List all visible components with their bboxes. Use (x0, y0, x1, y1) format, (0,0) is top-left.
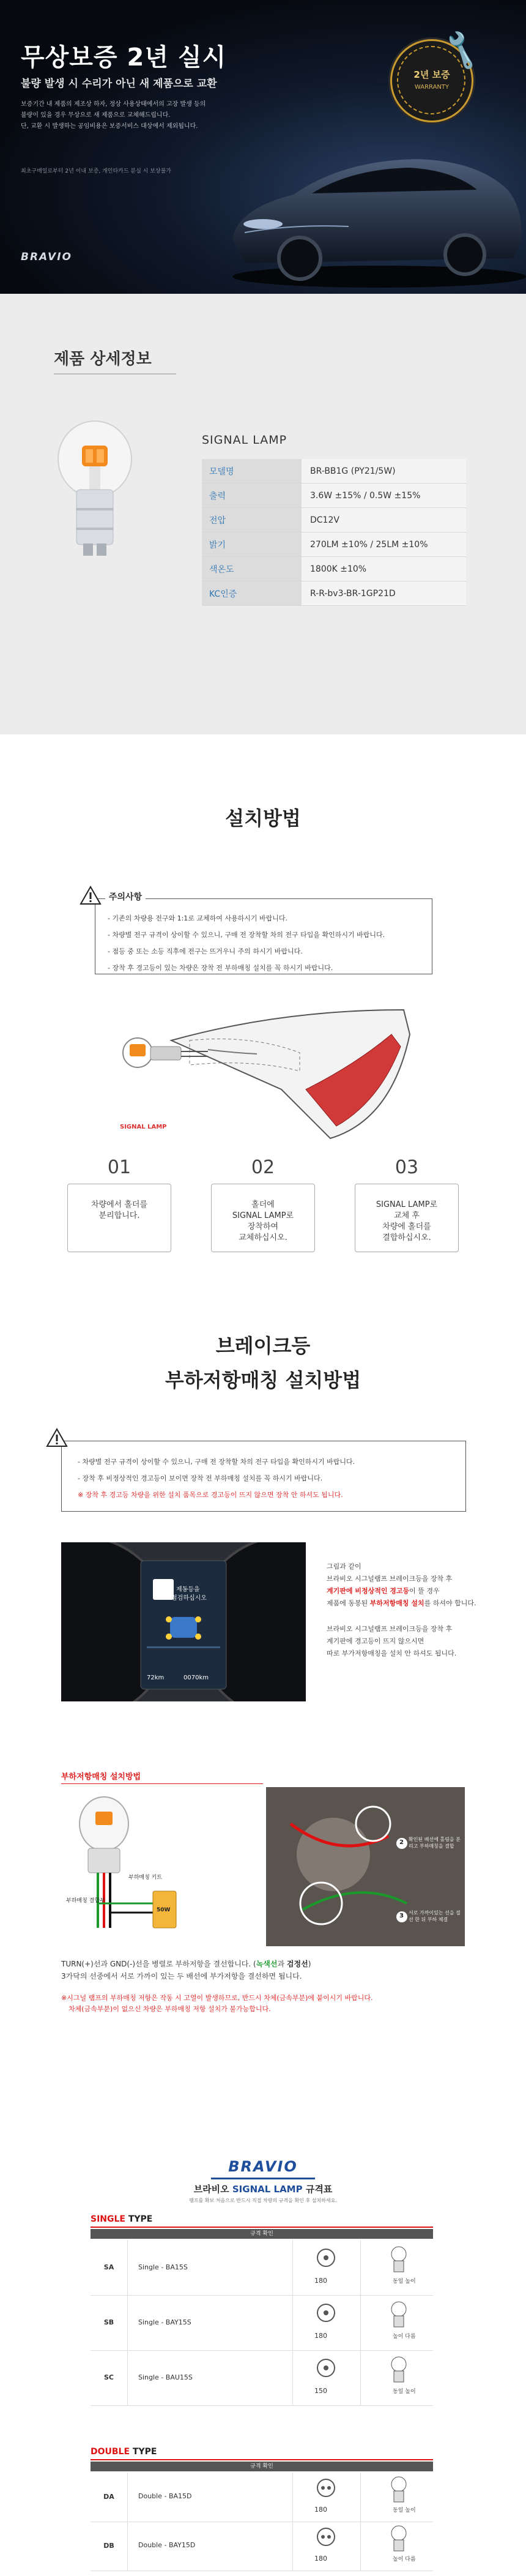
pin-angle: 150 (314, 2387, 327, 2395)
single-type-underline (91, 2227, 433, 2228)
step-number: 03 (394, 1157, 419, 1178)
base-top-view-icon (316, 2358, 336, 2378)
install-step (211, 1157, 315, 1255)
explanation-paragraph-2 (327, 1623, 486, 1660)
hero-description: 보증기간 내 제품의 제조상 하자, 정상 사용상태에서의 고장 발생 등의 불량이 있을 경우 무상으로 새 제품으로 교체해드립니다. 단, 교환 시 발생하는 공임비용은 보증서비스 대상에서 제외됩니다. (21, 101, 206, 130)
brake-explanation (327, 1561, 486, 1673)
spec-label: 전압 (202, 508, 302, 532)
explanation-text: 계기판에 경고등이 뜨지 않으시면 (327, 1637, 424, 1645)
double-grid-header: 규격 확인 (91, 2462, 433, 2471)
double-type-underline (91, 2459, 433, 2460)
badge-sub-text: WARRANTY (414, 84, 450, 91)
installation-section (0, 734, 526, 1255)
bulb-side-icon (387, 2245, 411, 2275)
explanation-text: 따로 부가저항매칭을 설치 안 하셔도 됩니다. (327, 1649, 457, 1657)
spec-label: 모델명 (202, 459, 302, 483)
explanation-highlight: 계기판에 비정상적인 경고등 (327, 1587, 410, 1595)
type-label-highlight: SINGLE (91, 2214, 125, 2224)
chart-title-text: 규격표 (302, 2184, 333, 2195)
step-text: 차량에서 홀더를 분리합니다. (91, 1200, 148, 1220)
caution-item: - 점등 중 또는 소등 직후에 전구는 뜨거우니 주의 하시기 바랍니다. (108, 947, 303, 955)
chart-subtitle: 램프를 확보 처음으로 반드시 직접 차량의 규격을 확인 후 설치하세요. (189, 2198, 337, 2203)
badge-main-text: 2년 보증 (413, 69, 450, 80)
bravio-logo: BRAVIO (21, 251, 72, 263)
step-text: SIGNAL LAMP로 교체 후 차량에 홀더를 결합하십시오. (376, 1200, 438, 1242)
chart-title (0, 2182, 526, 2195)
explanation-highlight: 부하저항매칭 설치 (369, 1599, 424, 1607)
cluster-odometer: 72km (147, 1674, 165, 1681)
desc-text: ) (308, 1960, 311, 1968)
cluster-trip: 0070km (183, 1674, 209, 1681)
row-name: Single - BAU15S (138, 2373, 193, 2381)
caution-item: - 차량별 전구 규격이 상이할 수 있으니, 구매 전 장착할 차의 전구 타입을 확인하시기 바랍니다. (108, 931, 385, 939)
photo-step-marker: 3 (399, 1913, 404, 1919)
step-number: 02 (251, 1157, 275, 1178)
explanation-text: 그림과 같이 (327, 1562, 361, 1570)
install-step (67, 1157, 171, 1255)
explanation-text: 제품에 동봉된 (327, 1599, 368, 1607)
warranty-hero (0, 0, 526, 294)
explanation-paragraph-1 (327, 1561, 486, 1610)
pin-height: 높이 다름 (393, 2334, 416, 2340)
bulb-side-icon (387, 2355, 411, 2386)
spec-heading-underline (54, 373, 176, 375)
double-type-label (91, 2447, 157, 2457)
row-code: SB (91, 2295, 128, 2350)
explanation-text: 를 하셔야 합니다. (424, 1599, 476, 1607)
spec-value: 1800K ±10% (302, 557, 466, 581)
type-label-highlight: DOUBLE (91, 2447, 130, 2457)
spec-table (202, 459, 466, 606)
resistor-warning-2: 차체(금속부분)이 없으신 차량은 부하매칭 저항 설치가 불가능합니다. (69, 2005, 271, 2013)
spec-value: 3.6W ±15% / 0.5W ±15% (302, 483, 466, 508)
install-heading: 설치방법 (225, 807, 301, 830)
brake-caution-box (61, 1441, 466, 1512)
diagram-label: SIGNAL LAMP (120, 1124, 167, 1130)
spec-row (202, 581, 466, 606)
spec-row (202, 459, 466, 483)
base-top-view-icon (316, 2247, 336, 2268)
spec-label: 밝기 (202, 532, 302, 557)
brake-heading-line2: 부하저항매칭 설치방법 (165, 1368, 361, 1392)
row-code: SC (91, 2350, 128, 2405)
caution-title: 주의사항 (105, 890, 146, 903)
table-row (91, 2473, 433, 2522)
table-row (91, 2350, 433, 2406)
step-text: 홀더에 SIGNAL LAMP로 장착하여 교체하십시오. (232, 1200, 294, 1242)
base-top-view-icon (316, 2526, 336, 2547)
pin-height: 높이 다름 (393, 2556, 416, 2563)
spec-value: BR-BB1G (PY21/5W) (302, 459, 466, 483)
spec-row (202, 508, 466, 532)
row-name: Double - BAY15D (138, 2541, 196, 2549)
spec-row (202, 483, 466, 508)
single-grid-header: 규격 확인 (91, 2229, 433, 2239)
spec-value: R-R-bv3-BR-1GP21D (302, 581, 466, 606)
base-top-view-icon (316, 2477, 336, 2498)
spec-row (202, 557, 466, 581)
brand-underline (211, 2178, 315, 2179)
wrench-icon: 🔧 (439, 28, 485, 73)
brake-caution-list (78, 1454, 355, 1503)
row-code: DB (91, 2522, 128, 2570)
chart-title-text: 브라비오 (193, 2184, 232, 2195)
brake-heading-line1: 브레이크등 (215, 1334, 311, 1357)
pin-angle: 180 (314, 2332, 327, 2340)
type-label-text: TYPE (125, 2214, 153, 2224)
row-code: SA (91, 2240, 128, 2295)
pin-angle: 180 (314, 2555, 327, 2563)
bulb-side-icon (387, 2300, 411, 2331)
resistor-rating-label: 50W (157, 1907, 171, 1913)
caution-item: ※ 장착 후 경고등 차량을 위한 설치 품목으로 경고등이 뜨지 않으면 장착 안 하셔도 됩니다. (78, 1491, 343, 1499)
type-label-text: TYPE (130, 2447, 157, 2457)
spec-value: 270LM ±10% / 25LM ±10% (302, 532, 466, 557)
hero-title: 무상보증 2년 실시 (21, 43, 227, 72)
row-name: Double - BA15D (138, 2492, 192, 2500)
product-spec-section (0, 294, 526, 734)
bulb-side-icon (387, 2475, 411, 2506)
row-code: DA (91, 2473, 128, 2522)
single-type-label (91, 2214, 152, 2224)
wiring-connector-label: 부하매칭 결합부 (66, 1898, 105, 1904)
brake-resistor-section (0, 1255, 526, 2020)
desc-text: 과 (277, 1960, 287, 1968)
photo-step-marker: 2 (399, 1839, 404, 1846)
row-name: Single - BAY15S (138, 2318, 191, 2326)
explanation-text: 브라비오 시그널램프 브레이크등을 장착 후 (327, 1575, 453, 1583)
caution-list (108, 910, 385, 976)
desc-text: TURN(+)선과 GND(-)선을 병렬로 부하저항을 결선합니다. ( (61, 1960, 256, 1968)
caution-item: - 차량별 전구 규격이 상이할 수 있으니, 구매 전 장착할 차의 전구 타입을 확인하시기 바랍니다. (78, 1458, 355, 1466)
chart-title-highlight: SIGNAL LAMP (232, 2184, 303, 2195)
caution-box (95, 892, 432, 974)
wiring-diagram (61, 1787, 257, 1946)
car-image (220, 116, 526, 294)
spec-row (202, 532, 466, 557)
bulb-side-icon (387, 2524, 411, 2555)
black-wire-text: 검정선 (286, 1960, 308, 1968)
resistor-warning-1: ※시그널 램프의 부하매칭 저항은 작동 시 고열이 발생하므로, 반드시 차체(금속부분)에 붙이시기 바랍니다. (61, 1994, 373, 2002)
table-row (91, 2522, 433, 2571)
pin-height: 동일 높이 (393, 2507, 416, 2514)
warning-icon (80, 886, 102, 905)
resistor-title-underline (61, 1783, 263, 1784)
cluster-warning-text-1: 제동등을 (176, 1586, 200, 1593)
table-row (91, 2240, 433, 2296)
spec-label: 색온도 (202, 557, 302, 581)
signal-lamp-bulb-image (43, 416, 147, 569)
explanation-text: 브라비오 시그널램프 브레이크등을 장착 후 (327, 1625, 453, 1633)
caution-item: - 장착 후 비정상적인 경고등이 보이면 장착 전 부하매칭 설치를 꼭 하시기 바랍니다. (78, 1474, 323, 1482)
resistor-description-1 (61, 1958, 311, 1969)
explanation-text: 이 뜰 경우 (409, 1587, 440, 1595)
spec-label: 출력 (202, 483, 302, 508)
caution-item: - 장착 후 경고등이 있는 차량은 장착 전 부하매칭 설치를 꼭 하시기 바랍니다. (108, 964, 333, 972)
spec-label: KC인증 (202, 581, 302, 606)
spec-chart-section (0, 2020, 526, 2576)
caution-item: - 기존의 차량용 전구와 1:1로 교체하여 사용하시기 바랍니다. (108, 914, 288, 922)
photo-label: 확인된 배선에 홀림을 분리고 부하매칭을 결합 (409, 1837, 461, 1849)
table-row (91, 2295, 433, 2351)
warning-icon (46, 1428, 68, 1447)
hero-note: 최초구매일로부터 2년 이내 보증, 개인타카드 분실 시 보상불가 (21, 168, 171, 174)
spec-heading: 제품 상세정보 (54, 350, 152, 368)
base-top-view-icon (316, 2302, 336, 2323)
wiring-kit-label: 부하매칭 키트 (128, 1875, 163, 1881)
photo-label: 서로 가까이있는 선을 절선 한 뒤 부하 체결 (409, 1910, 461, 1922)
chart-brand-logo: BRAVIO (228, 2158, 298, 2175)
resistor-install-title: 부하저항매칭 설치방법 (61, 1772, 141, 1782)
spec-value: DC12V (302, 508, 466, 532)
pin-angle: 180 (314, 2277, 327, 2285)
pin-height: 동일 높이 (393, 2279, 416, 2285)
step-number: 01 (107, 1157, 132, 1178)
resistor-description-2: 3가닥의 선중에서 서로 가까이 있는 두 배선에 부가저항을 결선하면 됩니다. (61, 1972, 302, 1981)
pin-height: 동일 높이 (393, 2389, 416, 2395)
hero-subtitle: 불량 발생 시 수리가 아닌 새 제품으로 교환 (21, 78, 217, 90)
headlamp-diagram (98, 998, 416, 1144)
row-name: Single - BA15S (138, 2263, 188, 2271)
product-name: SIGNAL LAMP (202, 433, 287, 447)
cluster-warning-text-2: 점검하십시오 (171, 1595, 207, 1602)
pin-angle: 180 (314, 2506, 327, 2514)
warranty-badge (390, 28, 485, 122)
install-step (355, 1157, 459, 1255)
green-wire-text: 녹색선 (256, 1960, 278, 1968)
